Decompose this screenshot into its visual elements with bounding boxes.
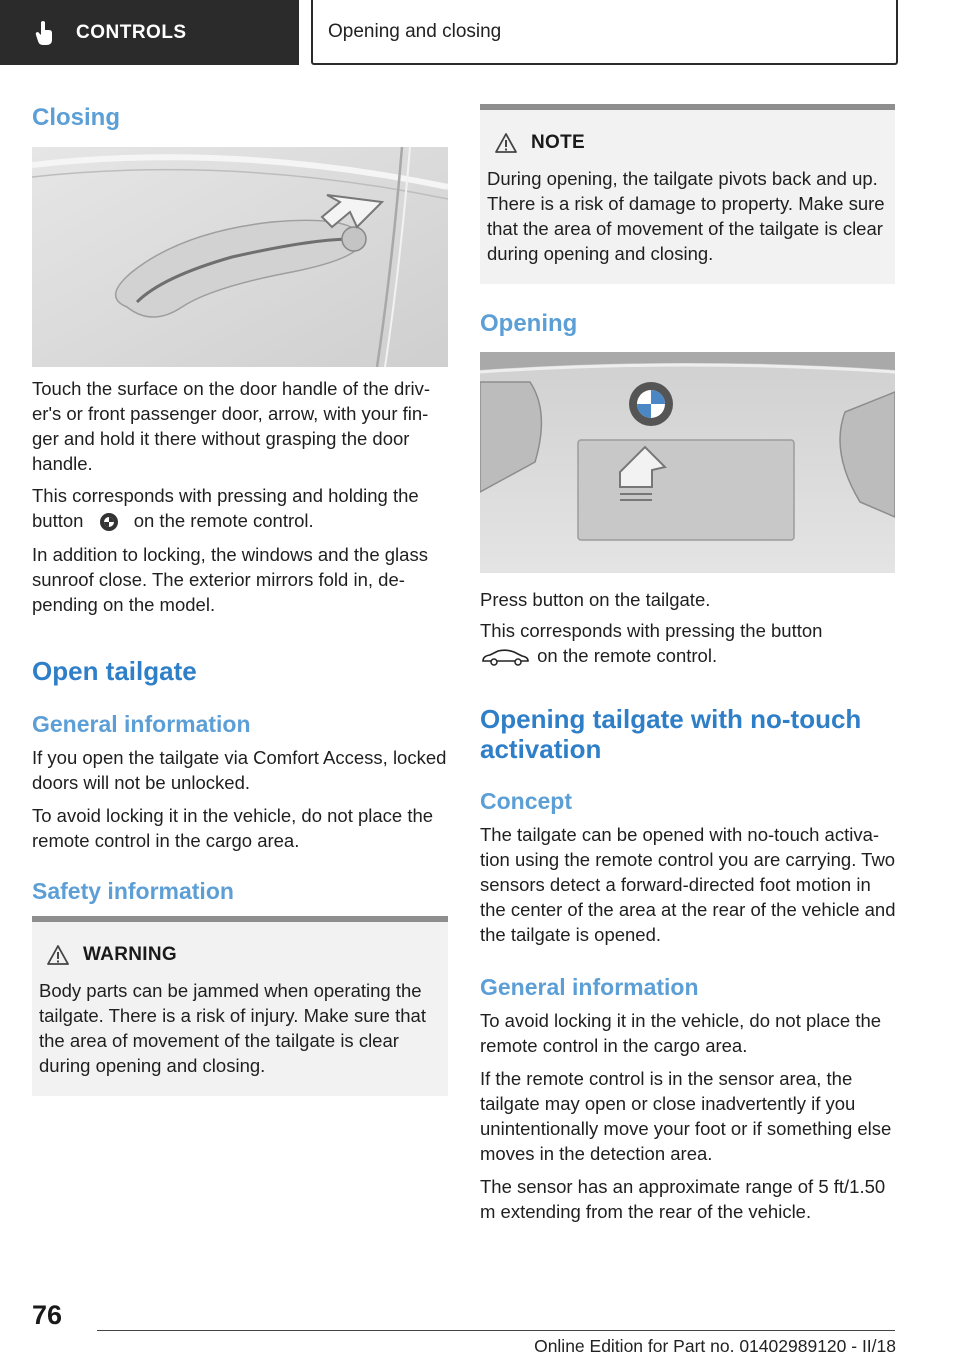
chapter-title: Opening and closing — [328, 20, 502, 42]
opening-text — [480, 587, 896, 668]
opening-remote-text: on the remote control. — [537, 645, 718, 666]
closing-paragraph-2-line2 — [32, 508, 448, 533]
gi2-paragraph-2: If the remote control is in the sensor area, the tailgate may open or close inadvertently if you unintentionally move your foot or if something else moves in the detection area. — [480, 1068, 892, 1164]
general-information-text-2 — [480, 1008, 896, 1224]
section-title: CONTROLS — [76, 21, 187, 43]
open-tailgate-heading: Open tailgate — [32, 656, 197, 686]
safety-information-heading: Safety information — [32, 878, 234, 904]
general-information-heading-2: General information — [480, 974, 699, 1000]
gi2-paragraph-1: To avoid locking it in the vehicle, do not place the remote control in the cargo area. — [480, 1010, 882, 1056]
general-information-heading: General information — [32, 711, 251, 737]
note-text: During opening, the tailgate pivots back and up. There is a risk of damage to property. Make sure that the area of movement of the tailgate is clear during opening and closing. — [487, 168, 885, 264]
note-box — [480, 104, 895, 284]
closing-heading: Closing — [32, 104, 120, 131]
section-tab — [0, 0, 299, 65]
warning-box — [32, 916, 448, 1096]
hand-touch-icon — [34, 20, 56, 46]
remote-text: on the remote control. — [133, 510, 314, 531]
warning-title: WARNING — [83, 944, 177, 965]
gi-paragraph-1: If you open the tailgate via Comfort Access, locked doors will not be unlocked. — [32, 747, 447, 793]
closing-paragraph-1: Touch the surface on the door handle of the driver's or front passenger door, arrow, with your finger and hold it there without grasping the door handle. — [32, 378, 431, 474]
opening-paragraph-1: Press button on the tailgate. — [480, 589, 711, 610]
no-touch-heading: Opening tailgate with no-touch activation — [480, 704, 862, 764]
closing-paragraph-2-line1: This corresponds with pressing and holding the — [32, 485, 419, 506]
gi-paragraph-2: To avoid locking it in the vehicle, do not place the remote control in the cargo area. — [32, 805, 434, 851]
gi2-paragraph-3: The sensor has an approximate range of 5 ft/1.50 m extending from the rear of the vehicle. — [480, 1176, 886, 1222]
edition-text: Online Edition for Part no. 01402989120 - II/18 — [534, 1336, 896, 1356]
warning-triangle-icon — [495, 133, 517, 153]
general-information-text — [32, 745, 448, 853]
closing-text — [32, 376, 448, 617]
opening-heading: Opening — [480, 310, 578, 337]
footer-divider — [97, 1330, 895, 1331]
tailgate-image — [480, 352, 895, 573]
opening-paragraph-2: This corresponds with pressing the button — [480, 620, 823, 641]
page-number: 76 — [32, 1300, 63, 1330]
note-title: NOTE — [531, 132, 585, 153]
bmw-lock-button-icon — [89, 511, 129, 533]
chapter-header — [311, 0, 898, 65]
button-label: button — [32, 510, 84, 531]
warning-triangle-icon — [47, 945, 69, 965]
warning-text: Body parts can be jammed when operating the tailgate. There is a risk of injury. Make sure that the area of movement of the tailgate is clear during opening and closing. — [39, 980, 426, 1076]
door-handle-image — [32, 147, 448, 367]
concept-paragraph: The tailgate can be opened with no-touch activation using the remote control you are carrying. Two sensors detect a forward-directed foot motion in the center of the area at the rear of the vehicle and the tailgate is opened. — [480, 824, 896, 945]
opening-paragraph-2-line2 — [480, 643, 896, 668]
closing-paragraph-3: In addition to locking, the windows and the glass sunroof close. The exterior mirrors fold in, depending on the model. — [32, 544, 428, 616]
concept-text — [480, 822, 896, 947]
car-tailgate-icon — [480, 646, 532, 668]
concept-heading: Concept — [480, 788, 572, 814]
